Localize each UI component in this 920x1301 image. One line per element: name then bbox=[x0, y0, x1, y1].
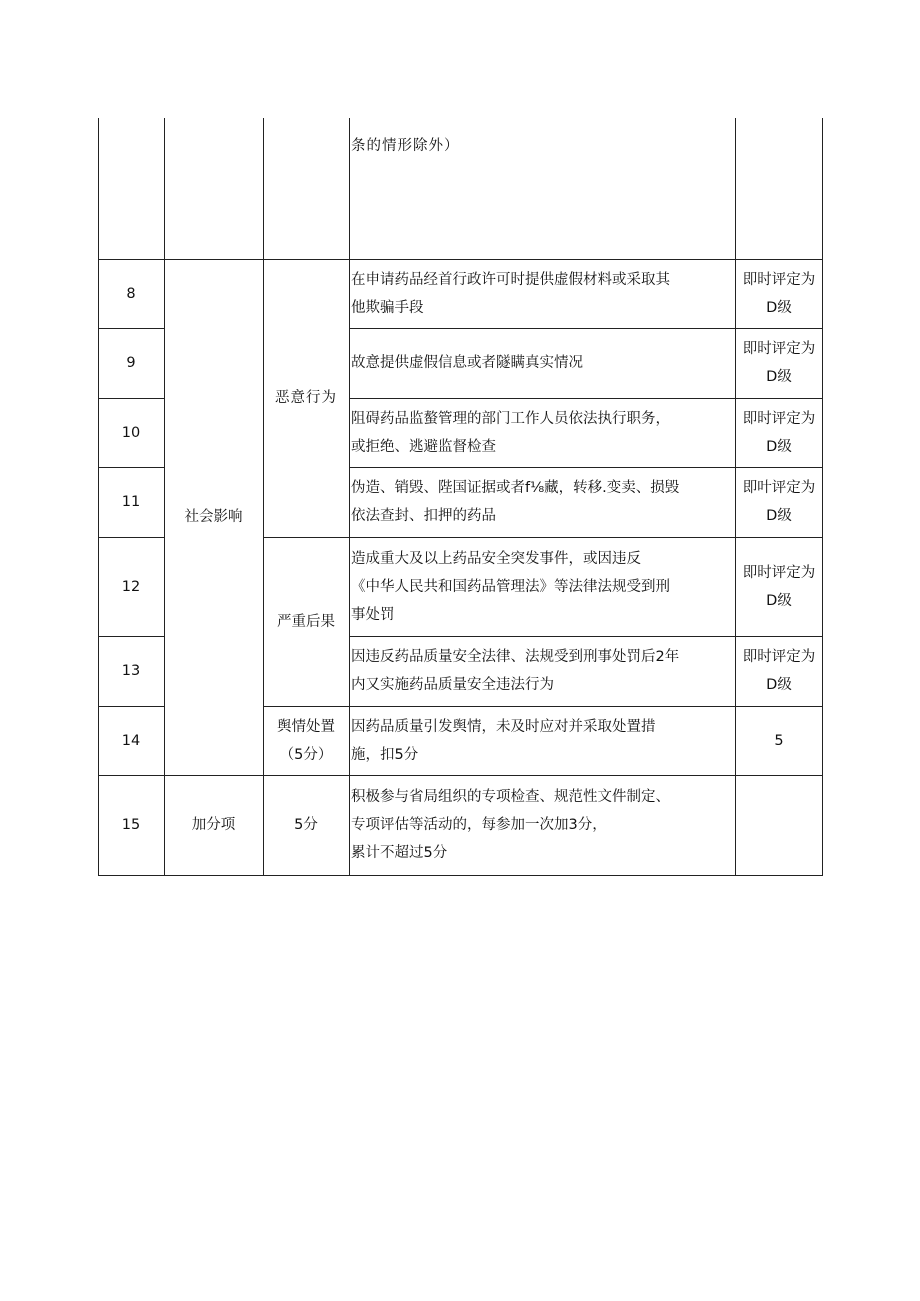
row-number: 8 bbox=[126, 285, 136, 302]
row-description: 积极参与省局组织的专项检查、规范性文件制定、 专项评估等活动的，每参加一次加3分， 累计不超过5分 bbox=[351, 789, 670, 861]
row-number: 11 bbox=[121, 494, 141, 510]
row-number: 13 bbox=[121, 663, 141, 679]
row-result: 即时评定为 D级 bbox=[742, 649, 816, 693]
row-description: 故意提供虚假信息或者隧瞒真实情况 bbox=[351, 355, 583, 371]
row-description: 因药品质量引发舆情，未及时应对并采取处置措 施，扣5分 bbox=[351, 718, 656, 763]
continuation-desc: 条的情形除外） bbox=[351, 138, 460, 154]
row-description: 造成重大及以上药品安全突发事件，或因违反 《中华人民共和国药品管理法》等法律法规受到刑 事处罚 bbox=[351, 550, 670, 623]
row-result: 即时评定为 D级 bbox=[742, 271, 816, 316]
row-description: 伪造、销毁、陛国证据或者f⅛藏，转移.变卖、损毁 依法查封、扣押的药品 bbox=[351, 480, 680, 524]
row-number: 10 bbox=[121, 424, 141, 441]
sub-severe-consequence: 严重后果 bbox=[277, 613, 335, 630]
row-result: 5 bbox=[774, 732, 784, 749]
row-result: 即时评定为 D级 bbox=[742, 410, 816, 455]
row-description: 在申请药品经首行政许可时提供虚假材料或采取其 他欺骗手段 bbox=[351, 271, 670, 316]
row-result: 即叶评定为 D级 bbox=[742, 480, 816, 524]
row-number: 15 bbox=[121, 817, 141, 833]
row-result: 即时评定为 D级 bbox=[742, 564, 816, 609]
row-number: 14 bbox=[121, 732, 141, 749]
row-number: 9 bbox=[126, 355, 136, 371]
category-bonus: 加分项 bbox=[191, 817, 236, 833]
row-result bbox=[735, 775, 823, 875]
row-result: 即时评定为 D级 bbox=[742, 341, 816, 385]
sub-public-opinion: 舆情处置 （5分） bbox=[277, 718, 335, 763]
row-description: 因违反药品质量安全法律、法规受到刑事处罚后2年 内又实施药品质量安全违法行为 bbox=[351, 649, 680, 693]
sub-malicious-behavior: 恶意行为 bbox=[275, 390, 337, 406]
row-number: 12 bbox=[121, 578, 141, 595]
sub-bonus-points: 5分 bbox=[294, 817, 318, 833]
row-description: 阻碍药品监螯管理的部门工作人员依法执行职务， 或拒绝、逃避监督检查 bbox=[351, 410, 670, 455]
category-social-impact: 社会影响 bbox=[184, 509, 243, 525]
